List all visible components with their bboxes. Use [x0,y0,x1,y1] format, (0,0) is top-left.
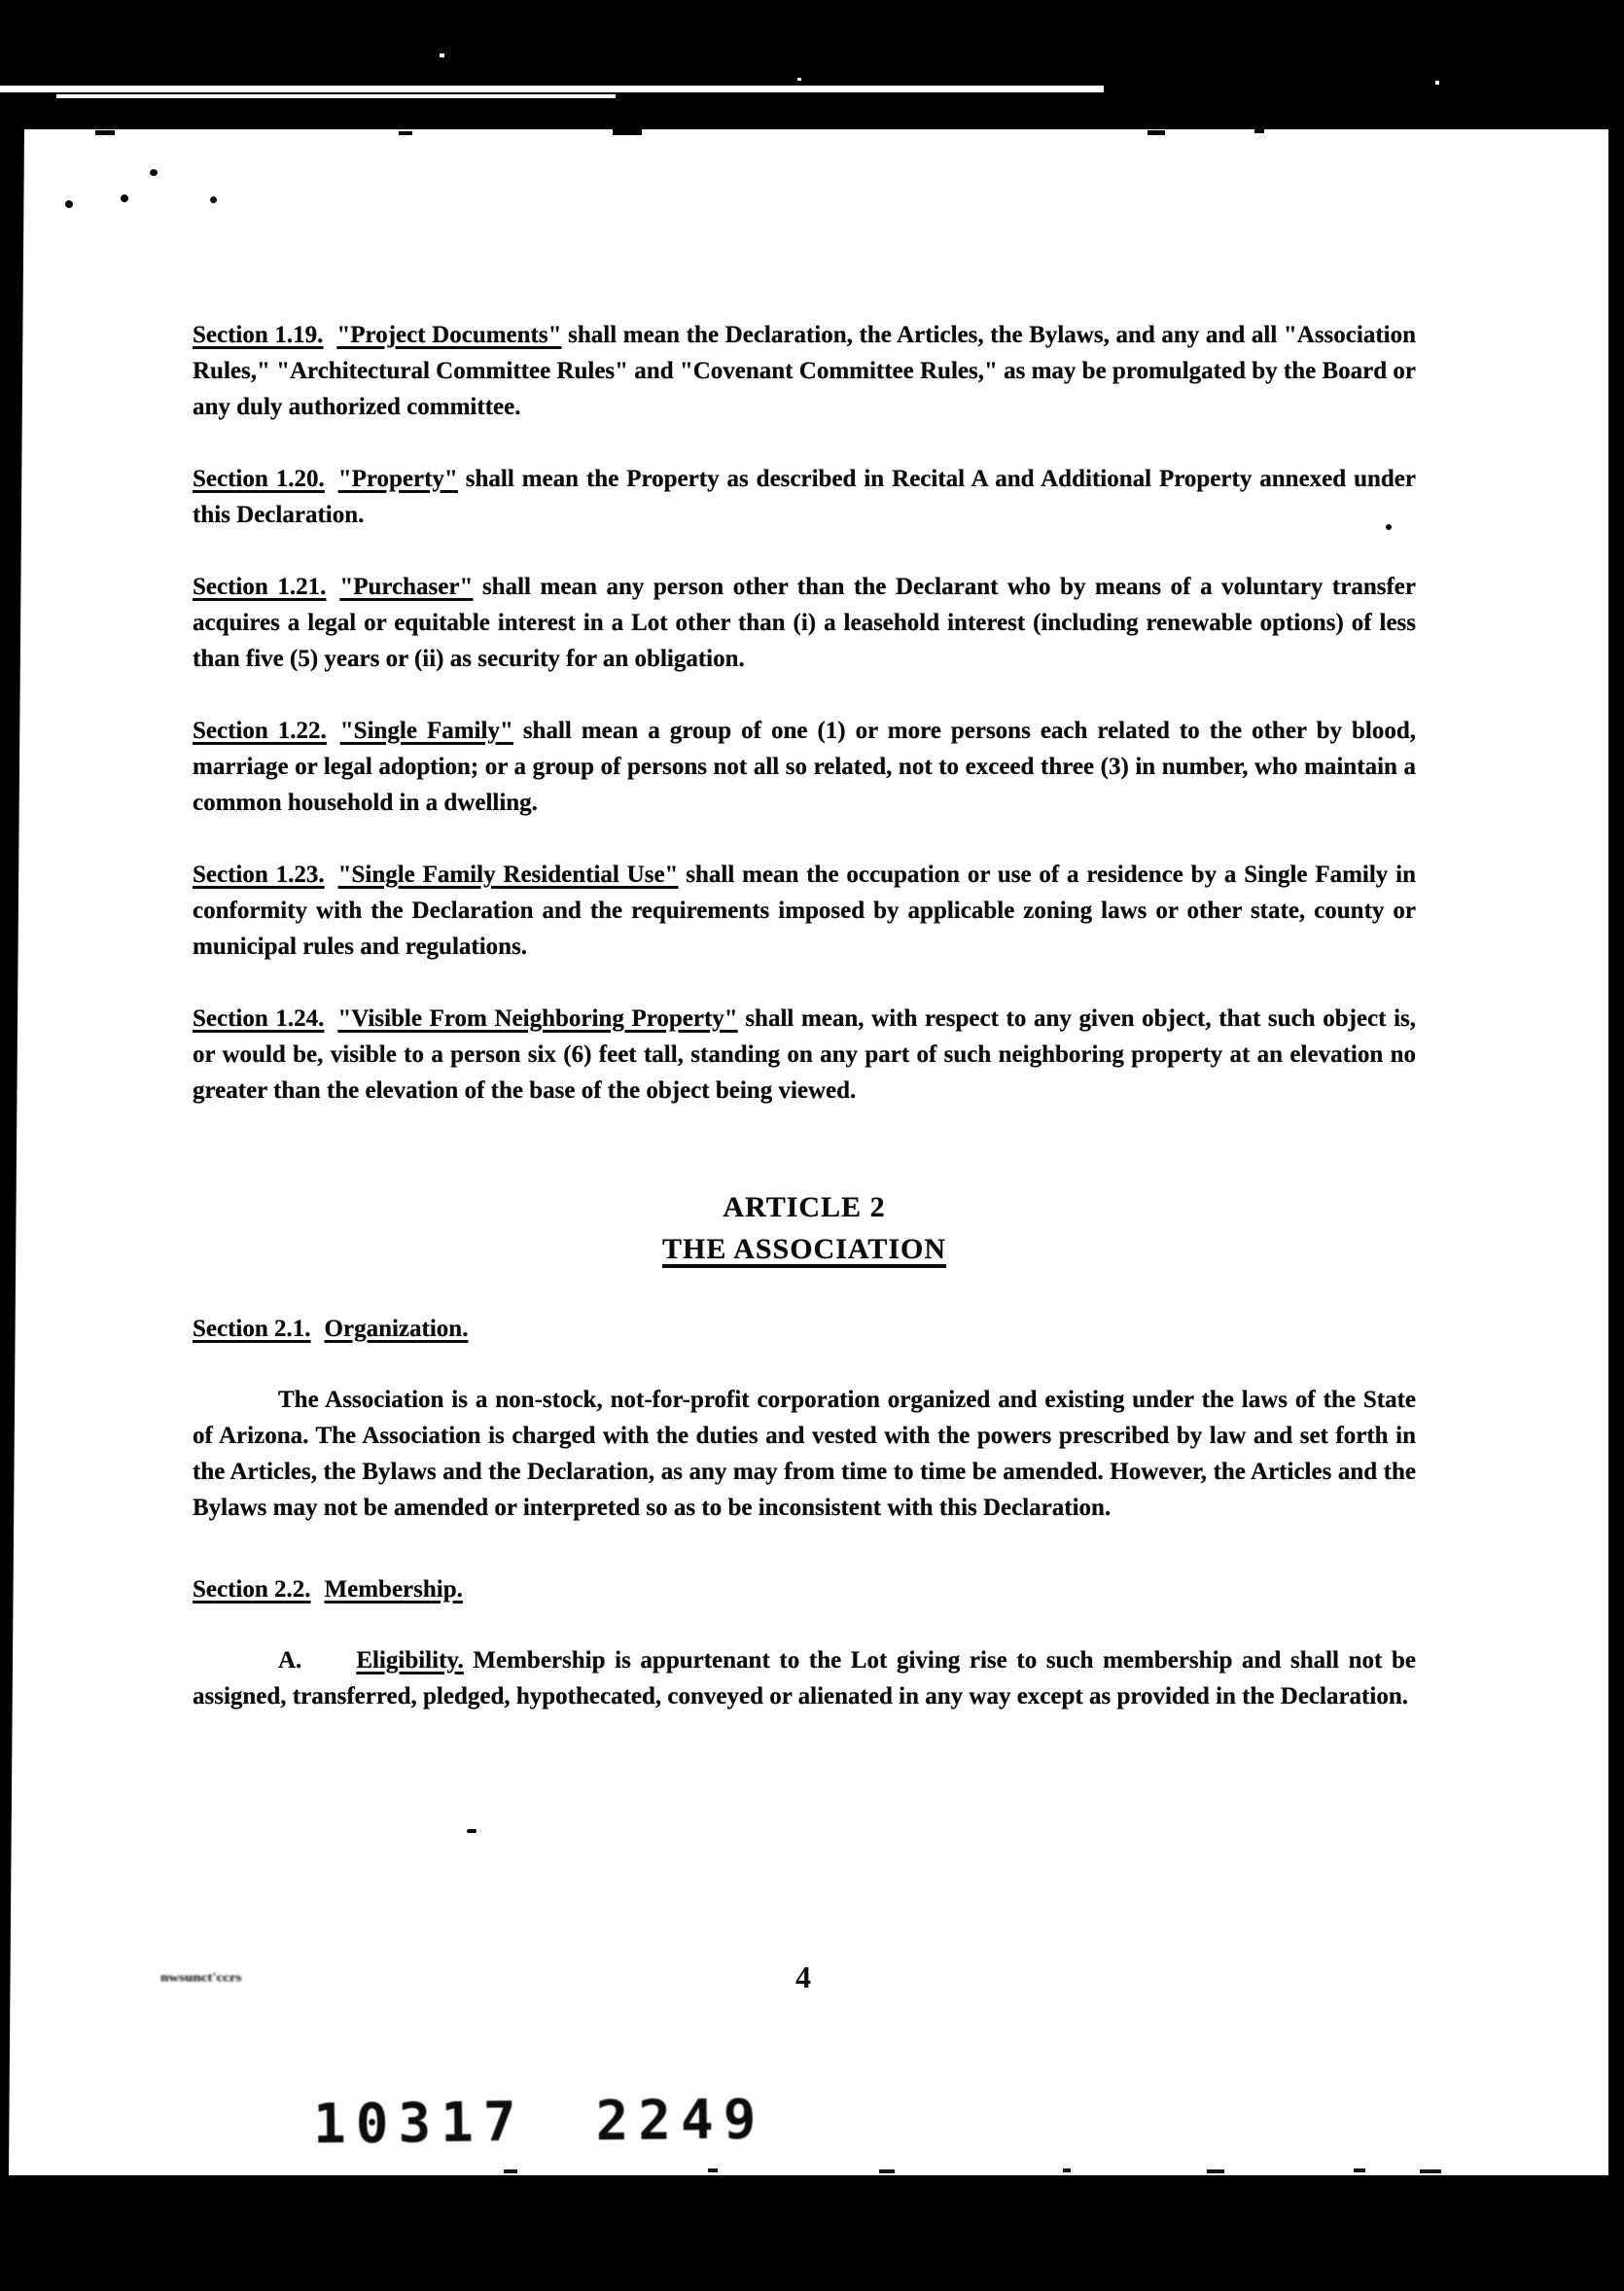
scan-edge-speck [1420,2169,1441,2173]
section-body: shall mean a group of one (1) or more persons each related to the other by blood, marriage or legal adoption; or a group of persons not all so related, not to exceed three (3) in number, who maintain a common household in a dwelling. [193,718,1416,816]
defined-term: "Single Family Residential Use" [337,862,679,888]
paper [24,129,1608,2175]
paragraph-text: The Association is a non-stock, not-for-profit corporation organized and existing under the laws of the State of Arizona. The Association is charged with the duties and vested with the powers prescribed by law and set forth in the Articles, the Bylaws and the Declaration, as any may from time to time be amended. However, the Articles and the Bylaws may not be amended or interpreted so as to be inconsistent with this Declaration. [193,1387,1416,1521]
subsection-a [193,1642,1416,1714]
page-number: 4 [795,1959,811,1994]
ink-speckle [210,196,217,203]
section-1-22 [193,713,1416,821]
section-label: Section 1.20. [193,466,325,492]
scan-speck [1435,81,1439,85]
recording-number-page: 2249 [595,2088,766,2154]
section-body: shall mean any person other than the Declarant who by means of a voluntary transfer acquires a legal or equitable interest in a Lot other than (i) a leasehold interest (including renewable options) of less than five (5) years or (ii) as security for an obligation. [193,574,1416,672]
section-title: Organization. [324,1316,469,1342]
ink-speckle [121,194,128,202]
defined-term: "Single Family" [339,718,513,744]
scan-streak [0,86,1104,92]
scan-edge-speck [399,131,412,135]
ink-speckle [1386,524,1392,530]
section-body: shall mean the occupation or use of a residence by a Single Family in conformity with the Declaration and the requirements imposed by applicable zoning laws or other state, county or municipal rules and regulations. [193,862,1416,960]
ink-speckle [467,1829,477,1833]
scan-speck [797,78,801,81]
article-subtitle: THE ASSOCIATION [661,1233,947,1265]
section-body: shall mean, with respect to any given object, that such object is, or would be, visible to a person six (6) feet tall, standing on any part of such neighboring property at an elevation no greater than the elevation of the base of the object being viewed. [193,1005,1416,1104]
defined-term: "Visible From Neighboring Property" [337,1005,738,1032]
section-1-23 [193,857,1416,965]
section-label: Section 1.21. [193,574,327,600]
scan-edge-speck [1147,130,1165,135]
scan-edge-speck [613,129,642,135]
defined-term: "Project Documents" [336,322,562,348]
section-2-2-heading [193,1571,1416,1607]
section-title: Membership. [324,1576,463,1603]
defined-term: "Property" [337,466,458,492]
paper-edge [9,129,24,2175]
section-label: Section 1.19. [193,322,324,348]
scan-edge-speck [504,2169,517,2173]
section-label: Section 1.23. [193,862,325,888]
section-1-19 [193,317,1416,425]
scan-edge-speck [1354,2168,1365,2172]
section-body: shall mean the Declaration, the Articles, the Bylaws, and any and all "Association Rules," "Architectural Committee Rules" and "Covenant Committee Rules," as may be promulgated by the Board or any duly authorized committee. [193,322,1416,420]
ink-speckle [65,200,73,208]
section-label: Section 2.1. [193,1316,311,1342]
section-label: Section 1.22. [193,718,327,744]
section-label: Section 2.2. [193,1576,311,1603]
file-reference-stamp: nwsunct'ccrs [160,1971,242,1985]
section-2-1-heading [193,1311,1416,1347]
article-heading [193,1186,1416,1270]
scan-edge-speck [879,2169,895,2173]
scan-edge-speck [1254,129,1264,133]
subsection-body: Membership is appurtenant to the Lot giving rise to such membership and shall not be assigned, transferred, pledged, hypothecated, conveyed or alienated in any way except as provided in the Declaration. [193,1647,1416,1709]
scan-speck [440,53,444,57]
scan-edge-speck [1207,2169,1224,2173]
section-label: Section 1.24. [193,1005,325,1032]
subsection-letter: A. [278,1647,302,1674]
section-1-20 [193,461,1416,533]
section-2-1-body [193,1382,1416,1526]
scan-edge-speck [708,2168,718,2172]
recording-number-stamp [313,2089,766,2157]
scan-streak [56,94,616,98]
scan-edge-speck [1063,2168,1071,2172]
recording-number-book: 10317 [312,2091,526,2157]
section-body: shall mean the Property as described in Recital A and Additional Property annexed under this Declaration. [193,466,1416,528]
scan-edge-speck [95,130,115,135]
article-title: ARTICLE 2 [723,1191,886,1223]
defined-term: "Purchaser" [339,574,474,600]
section-1-21 [193,569,1416,677]
ink-speckle [150,169,158,176]
subsection-title: Eligibility. [356,1647,464,1674]
section-1-24 [193,1001,1416,1109]
